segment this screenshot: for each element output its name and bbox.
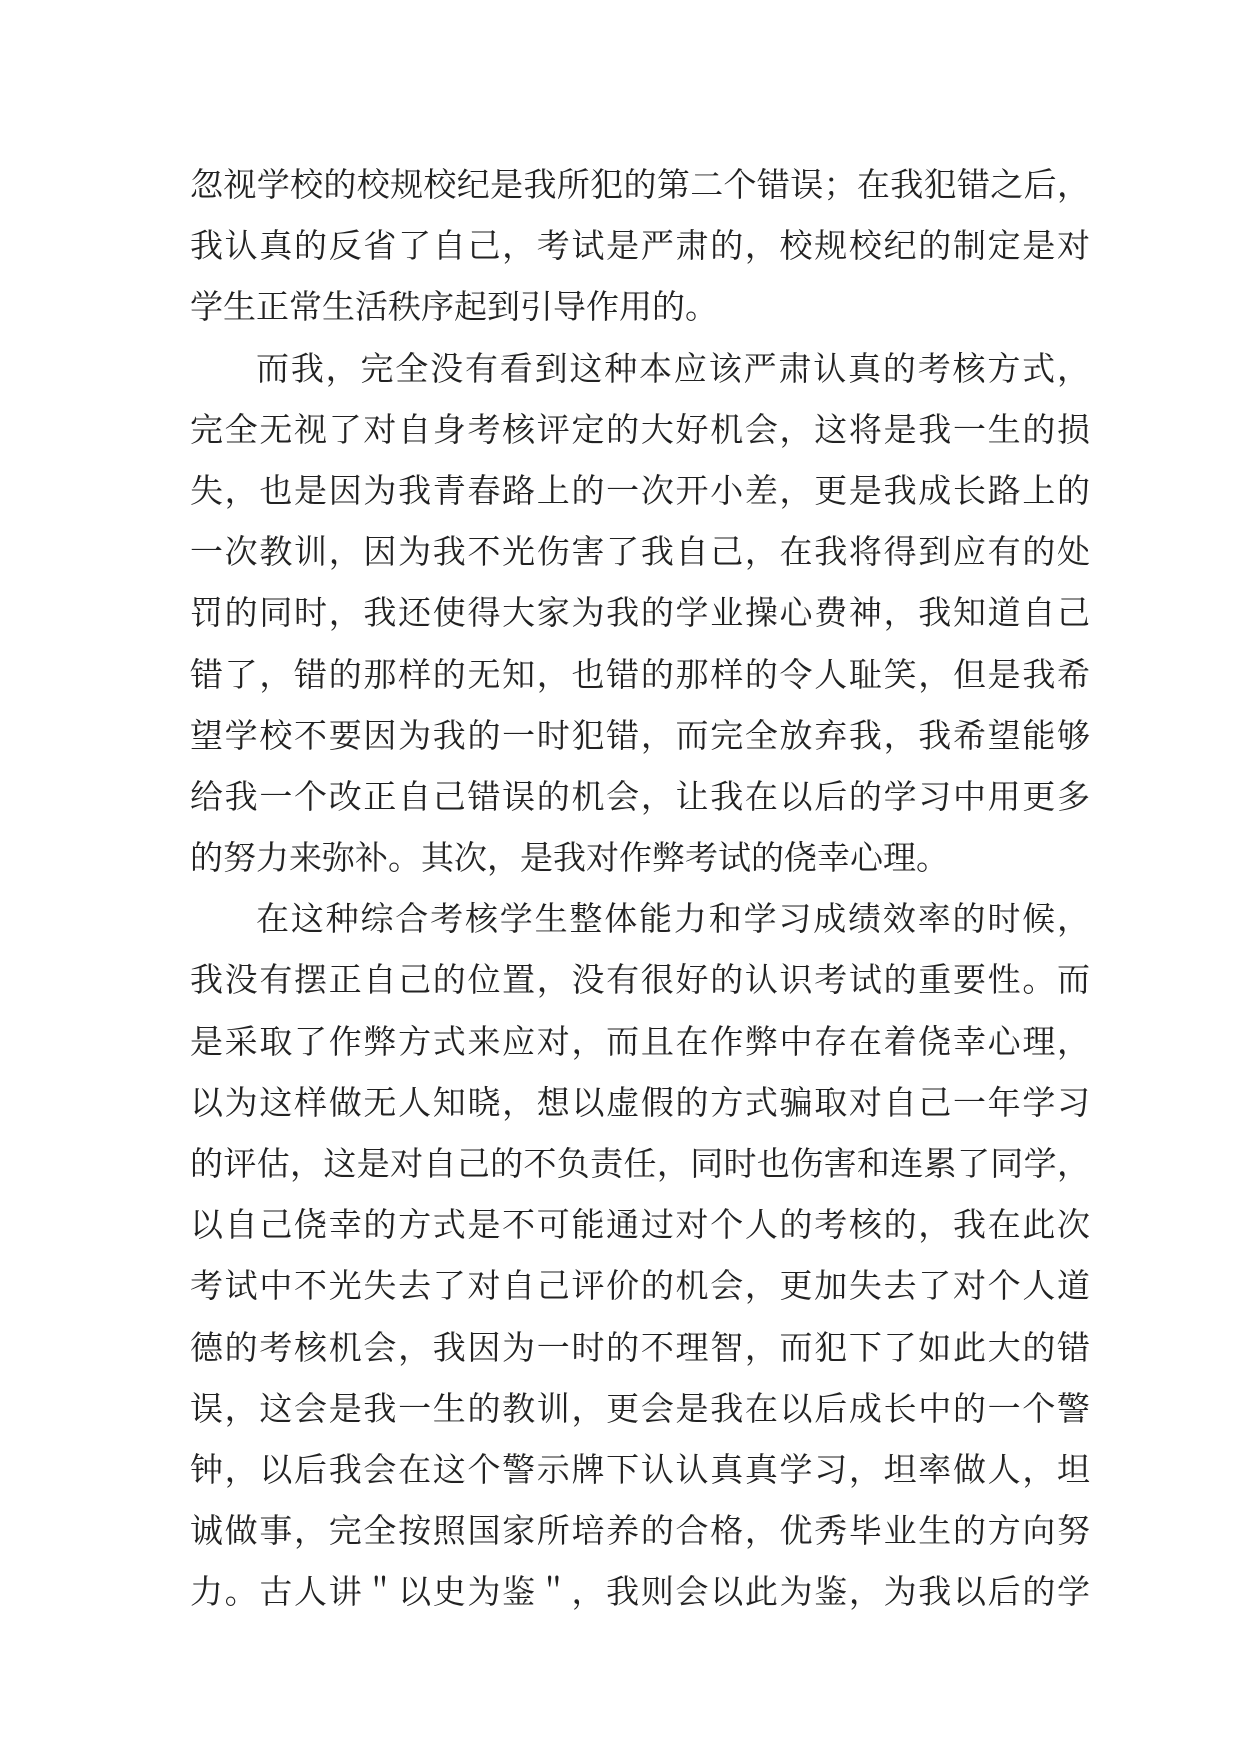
text-line: 误，这会是我一生的教训，更会是我在以后成长中的一个警 — [190, 1388, 1090, 1428]
text-line: 望学校不要因为我的一时犯错，而完全放弃我，我希望能够 — [190, 715, 1090, 755]
text-line: 我认真的反省了自己，考试是严肃的，校规校纪的制定是对 — [190, 226, 1090, 266]
text-line: 完全无视了对自身考核评定的大好机会，这将是我一生的损 — [190, 409, 1090, 449]
text-line: 错了，错的那样的无知，也错的那样的令人耻笑，但是我希 — [190, 654, 1090, 694]
text-line: 钟，以后我会在这个警示牌下认认真真学习，坦率做人，坦 — [190, 1449, 1090, 1489]
text-line: 学生正常生活秩序起到引导作用的。 — [190, 287, 718, 327]
paragraph-first-line: 在这种综合考核学生整体能力和学习成绩效率的时候， — [256, 899, 1090, 939]
text-line: 力。古人讲＂以史为鉴＂，我则会以此为鉴，为我以后的学 — [190, 1572, 1090, 1612]
body-text — [190, 154, 1090, 1623]
text-line: 以自己侥幸的方式是不可能通过对个人的考核的，我在此次 — [190, 1205, 1090, 1245]
text-line: 我没有摆正自己的位置，没有很好的认识考试的重要性。而 — [190, 960, 1090, 1000]
text-line: 的评估，这是对自己的不负责任，同时也伤害和连累了同学， — [190, 1144, 1090, 1183]
text-line: 给我一个改正自己错误的机会，让我在以后的学习中用更多 — [190, 776, 1090, 816]
text-line: 一次教训，因为我不光伤害了我自己，在我将得到应有的处 — [190, 532, 1090, 572]
paragraph-first-line: 而我，完全没有看到这种本应该严肃认真的考核方式， — [256, 348, 1090, 388]
text-line: 忽视学校的校规校纪是我所犯的第二个错误；在我犯错之后， — [190, 165, 1090, 204]
text-line: 以为这样做无人知晓，想以虚假的方式骗取对自己一年学习 — [190, 1082, 1090, 1122]
text-line: 诚做事，完全按照国家所培养的合格，优秀毕业生的方向努 — [190, 1511, 1090, 1551]
text-line: 失，也是因为我青春路上的一次开小差，更是我成长路上的 — [190, 470, 1090, 510]
text-line: 德的考核机会，我因为一时的不理智，而犯下了如此大的错 — [190, 1327, 1090, 1367]
text-line: 的努力来弥补。其次，是我对作弊考试的侥幸心理。 — [190, 838, 949, 878]
text-line: 罚的同时，我还使得大家为我的学业操心费神，我知道自己 — [190, 593, 1090, 633]
text-line: 考试中不光失去了对自己评价的机会，更加失去了对个人道 — [190, 1266, 1090, 1306]
text-line: 是采取了作弊方式来应对，而且在作弊中存在着侥幸心理， — [190, 1021, 1090, 1061]
